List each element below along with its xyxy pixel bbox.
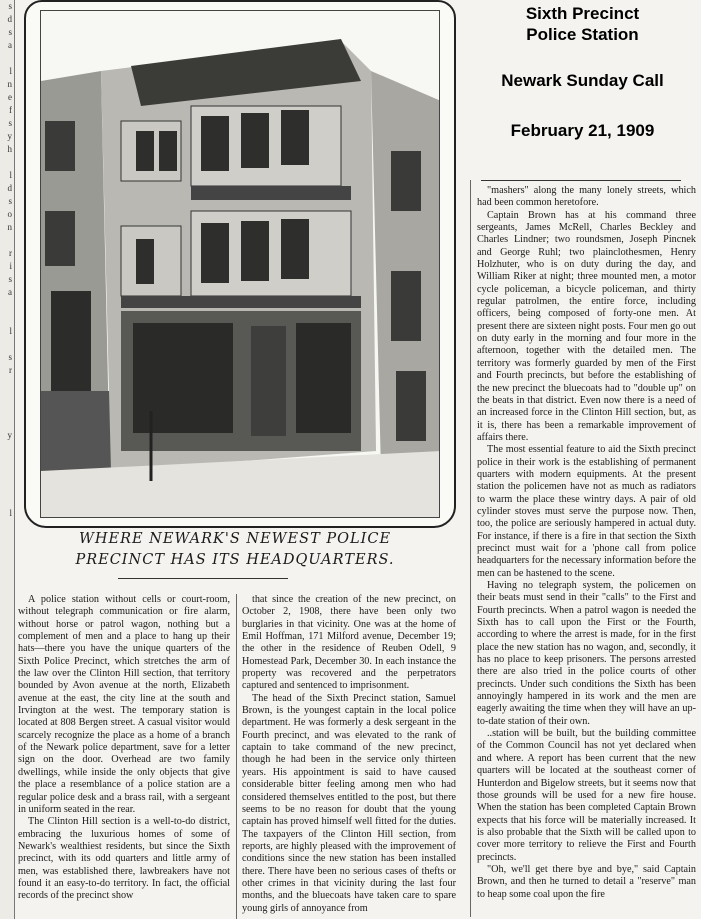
left-margin-fragments [0,0,15,919]
margin-fragment: l [9,66,12,76]
station-photograph [40,10,440,518]
article-paragraph: ..station will be built, but the building committee of the Common Council has not yet declared when and where. A report has been current that the new quarters will be located at the southeast corner of Hunterdon and Bigelow streets, but it seems now that those grounds will be used for a new fire house. When the station has been completed Captain Brown expects that his force will be materially increased. It is also probable that the Sixth will be called upon to cover more territory to relieve the First and Fourth precincts. [477,728,696,863]
column-rule [481,180,681,181]
article-column-middle [236,594,456,919]
margin-fragment: n [7,222,12,232]
margin-fragment [0,442,14,455]
article-paragraph: "mashers" along the many lonely streets, which had been common heretofore. [477,185,696,209]
margin-fragment: r [9,248,12,258]
margin-fragment: s [8,1,12,11]
margin-fragment [0,312,14,325]
margin-fragment: n [7,79,12,89]
photo-caption [40,529,430,571]
margin-fragment: e [8,92,12,102]
caption-rule [118,578,288,579]
margin-fragment: r [9,365,12,375]
margin-fragment: a [8,40,12,50]
article-paragraph: Having no telegraph system, the policemen on their beats must send in their "calls" to the First and Fourth precincts. When a patrol wagon is needed the Sixth has to call upon the First or the Fourth, according to where the arrest is made, for in the first place the new station has no wagon, and, secondly, it has no place to keep prisoners. The persons arrested there are also tried in the police courts of other precincts. Under such conditions the Sixth has been annoyingly hampered in its work and the men are eagerly awaiting the time when they will have an up-to-date station of their own. [477,580,696,727]
margin-fragment [0,299,14,312]
margin-fragment: d [7,14,12,24]
margin-fragment: s [8,352,12,362]
article-column-right [470,180,696,917]
margin-fragment: l [9,170,12,180]
margin-fragment: l [9,326,12,336]
margin-fragment: h [7,144,12,154]
margin-fragment [0,52,14,65]
margin-fragment [0,455,14,468]
article-paragraph: The Clinton Hill section is a well-to-do district, embracing the luxurious homes of some of Newark's wealthiest residents, but since the Sixth precinct, with its odd quarters and little army of men, was established there, lawbreakers have not found it an easy-to-do territory. In fact, the official records of the precinct show [18,816,230,902]
margin-fragment [0,338,14,351]
caption-line-1: WHERE NEWARK'S NEWEST POLICE [78,531,392,547]
margin-fragment: s [8,196,12,206]
margin-fragment [0,403,14,416]
publication-date: February 21, 1909 [510,121,655,140]
margin-fragment: i [9,261,12,271]
article-paragraph: "Oh, we'll get there bye and bye," said Captain Brown, and then he turned to detail a "reserve" man to heap some coal upon the fire [477,863,696,900]
margin-fragment [0,494,14,507]
margin-fragment: y [7,131,12,141]
margin-fragment: s [8,274,12,284]
margin-fragment [0,390,14,403]
margin-fragment [0,156,14,169]
article-paragraph: Captain Brown has at his command three sergeants, James McRell, Charles Beckley and Charles Lindner; two roundsmen, Joseph Pincnek and George Ruhl; two plainclothesmen, Henry Holzhuter, who is on duty during the day, and William Riker at night; three mounted men, a motor cycle policeman, a bicycle policeman, and thirty regular patrolmen, the entire force, including officers, being composed of forty-one men. At present there are sixteen night posts. Four men go out on duty early in the morning and four more in the afternoon, together with the detailed men. The territory was formerly guarded by men of the First and Fourth precincts, but before the establishing of the new precinct the bluecoats had to "double up" on the beats in that district. Even now there is a need of an increased force in the Clinton Hill section, but, as it is, there has been a remarkable improvement of affairs there. [477,209,696,443]
article-paragraph: that since the creation of the new precinct, on October 2, 1908, there have been only two burglaries in that vicinity. One was at the home of Emil Hoffman, 171 Milford avenue, December 19; the other in the residence of Reuben Odell, 9 Homestead Park, December 30. In each instance the property was recovered and the perpetrators captured and sentenced to imprisonment. [242,594,456,692]
title-line-2: Police Station [526,25,639,44]
article-column-left [18,594,230,919]
photo-frame [24,0,456,528]
margin-fragment [0,234,14,247]
caption-line-2: PRECINCT HAS ITS HEADQUARTERS. [75,552,395,568]
publication-name: Newark Sunday Call [501,71,664,90]
margin-fragment: y [7,430,12,440]
margin-fragment: l [9,508,12,518]
margin-fragment: s [8,118,12,128]
margin-fragment [0,481,14,494]
article-paragraph: The most essential feature to aid the Sixth precinct police in their work is the establishing of permanent quarters with modern equipments. At the present station the policemen have not as much as radiators to warm the place these wintry days. A pair of old cylinder stoves must serve the purpose now. Then, too, the police are seriously hampered in actual duty. For instance, if there is a fire in that section the Sixth precinct must wait for a 'phone call from police headquarters for the necessary information before the men can be hastened to the scene. [477,444,696,579]
article-paragraph: A police station without cells or court-room, without telegraph communication or fire alarm, without horse or patrol wagon, nothing but a complement of men and a place to hang up their hats—there you have the unique quarters of the Sixth Police Precinct, which stretches the arm of the law over the Clinton Hill section, that territory bounded by Avon avenue at the north, Elizabeth avenue at the east, the city line at the south and Irvington at the west. The temporary station is located at 808 Bergen street. A casual visitor would scarcely recognize the place as a home of a branch of the Newark police department, save for a letter sign on the door. Overhead are two family dwellings, while inside the only objects that give the place a resemblance of a police station are a regular police desk and a brass rail, with a sergeant in uniform seated in the rear. [18,594,230,815]
margin-fragment: a [8,287,12,297]
margin-fragment: f [9,105,12,115]
margin-fragment [0,468,14,481]
margin-fragment [0,416,14,429]
margin-fragment: o [7,209,12,219]
margin-fragment [0,377,14,390]
margin-fragment: d [7,183,12,193]
article-paragraph: The head of the Sixth Precinct station, Samuel Brown, is the youngest captain in the local police department. He was formerly a desk sergeant in the Fourth precinct, and was elevated to the rank of captain to take command of the new precinct, though he had been in the service only thirteen years. His appointment is said to have caused considerable bitter feeling among men who had considered themselves entitled to the post, but there seems to be no reason for doubt that the young captain has proved himself well fitted for the duties. The taxpayers of the Clinton Hill section, from reports, are highly pleased with the improvement of conditions since the new station has been installed there. There have been no serious cases of thefts or other crimes in that vicinity during the last four months, and the bluecoats have taken care to spare young girls of annoyance from [242,692,456,914]
margin-fragment: s [8,27,12,37]
title-line-1: Sixth Precinct [525,4,640,23]
